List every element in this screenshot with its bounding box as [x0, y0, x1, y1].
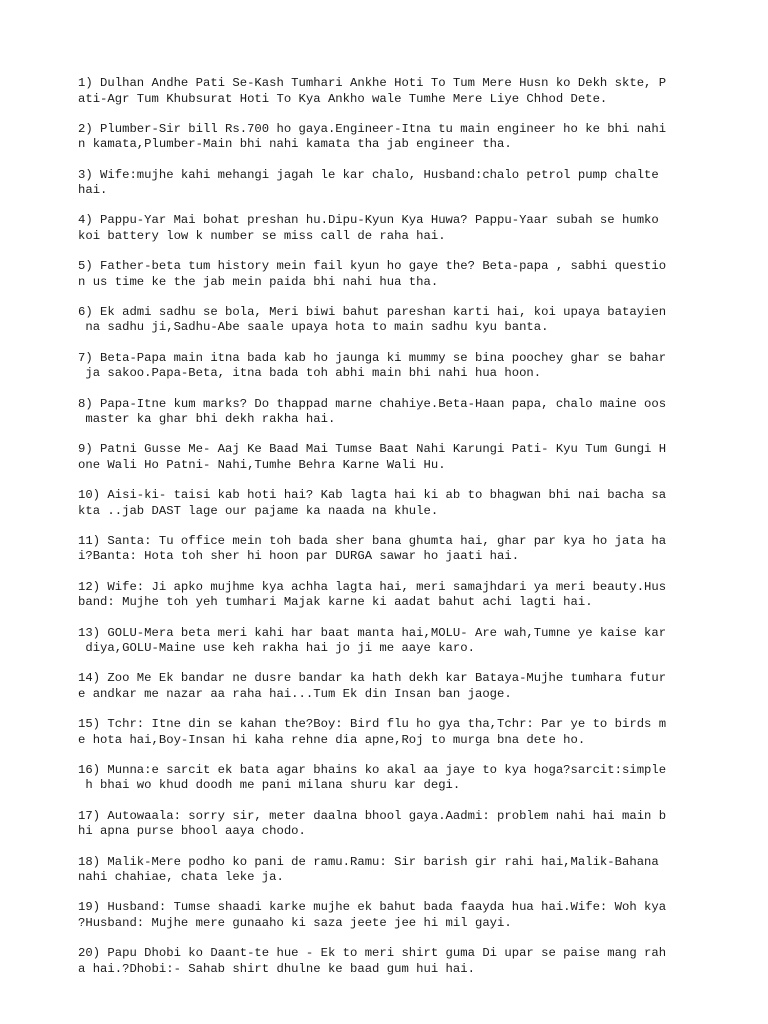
joke-item: 20) Papu Dhobi ko Daant-te hue - Ek to meri shirt guma Di upar se paise mang rah a hai.?Dhobi:- Sahab shirt dhulne ke baad gum hui hai.	[78, 946, 667, 976]
joke-item: 11) Santa: Tu office mein toh bada sher bana ghumta hai, ghar par kya ho jata ha i?Banta: Hota toh sher hi hoon par DURGA sawar ho jaati hai.	[78, 533, 667, 564]
joke-item: 14) Zoo Me Ek bandar ne dusre bandar ka hath dekh kar Bataya-Mujhe tumhara futur e andkar me nazar aa raha hai...Tum Ek din Insan ban jaoge.	[78, 671, 667, 701]
joke-item: 2) Plumber-Sir bill Rs.700 ho gaya.Engineer-Itna tu main engineer ho ke bhi nahi n kamata,Plumber-Main bhi nahi kamata tha jab engineer tha.	[78, 121, 667, 152]
joke-item: 7) Beta-Papa main itna bada kab ho jaunga ki mummy se bina poochey ghar se bahar ja sakoo.Papa-Beta, itna bada toh abhi main bhi nahi hua hoon.	[78, 350, 667, 381]
joke-item: 16) Munna:e sarcit ek bata agar bhains ko akal aa jaye to kya hoga?sarcit:simple h bhai wo khud doodh me pani milana shuru kar degi.	[78, 762, 667, 793]
joke-item: 19) Husband: Tumse shaadi karke mujhe ek bahut bada faayda hua hai.Wife: Woh kya ?Husband: Mujhe mere gunaaho ki saza jeete jee hi mil gayi.	[78, 900, 667, 930]
joke-item: 13) GOLU-Mera beta meri kahi har baat manta hai,MOLU- Are wah,Tumne ye kaise kar diya,GOLU-Maine use keh rakha hai jo ji me aaye karo.	[78, 625, 667, 656]
joke-item: 6) Ek admi sadhu se bola, Meri biwi bahut pareshan karti hai, koi upaya batayien na sadhu ji,Sadhu-Abe saale upaya hota to main sadhu kyu banta.	[78, 304, 667, 335]
joke-item: 3) Wife:mujhe kahi mehangi jagah le kar chalo, Husband:chalo petrol pump chalte hai.	[78, 167, 659, 198]
joke-item: 9) Patni Gusse Me- Aaj Ke Baad Mai Tumse Baat Nahi Karungi Pati- Kyu Tum Gungi H one Wali Ho Patni- Nahi,Tumhe Behra Karne Wali Hu.	[78, 442, 667, 472]
joke-item: 1) Dulhan Andhe Pati Se-Kash Tumhari Ankhe Hoti To Tum Mere Husn ko Dekh skte, P ati-Agr Tum Khubsurat Hoti To Kya Ankho wale Tumhe Mere Liye Chhod Dete.	[78, 76, 667, 106]
joke-item: 10) Aisi-ki- taisi kab hoti hai? Kab lagta hai ki ab to bhagwan bhi nai bacha sa kta ..jab DAST lage our pajame ka naada na khule.	[78, 488, 667, 518]
joke-item: 8) Papa-Itne kum marks? Do thappad marne chahiye.Beta-Haan papa, chalo maine oos master ka ghar bhi dekh rakha hai.	[78, 396, 667, 427]
joke-item: 12) Wife: Ji apko mujhme kya achha lagta hai, meri samajhdari ya meri beauty.Hus band: Mujhe toh yeh tumhari Majak karne ki aadat bahut achi lagti hai.	[78, 579, 667, 610]
joke-item: 15) Tchr: Itne din se kahan the?Boy: Bird flu ho gya tha,Tchr: Par ye to birds m e hota hai,Boy-Insan hi kaha rehne dia apne,Roj to murga bna dete ho.	[78, 717, 667, 747]
joke-item: 5) Father-beta tum history mein fail kyun ho gaye the? Beta-papa , sabhi questio n us time ke the jab mein paida bhi nahi hua tha.	[78, 259, 667, 289]
joke-item: 4) Pappu-Yar Mai bohat preshan hu.Dipu-Kyun Kya Huwa? Pappu-Yaar subah se humko koi battery low k number se miss call de raha hai.	[78, 213, 659, 243]
joke-item: 18) Malik-Mere podho ko pani de ramu.Ramu: Sir barish gir rahi hai,Malik-Bahana nahi chahiae, chata leke ja.	[78, 854, 659, 885]
joke-list	[78, 76, 698, 992]
joke-item: 17) Autowaala: sorry sir, meter daalna bhool gaya.Aadmi: problem nahi hai main b hi apna purse bhool aaya chodo.	[78, 808, 667, 839]
